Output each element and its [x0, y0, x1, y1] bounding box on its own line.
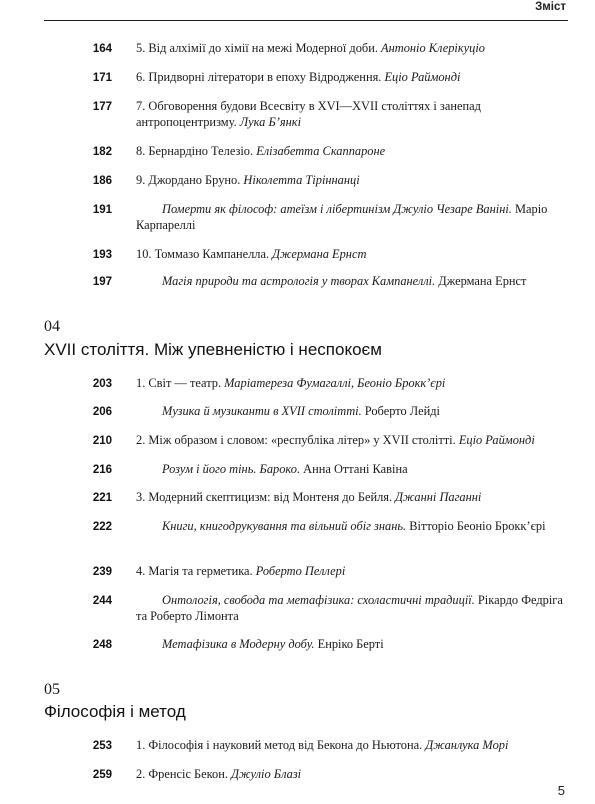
toc-entry-title: 10. Томмазо Кампанелла. [136, 247, 273, 261]
toc-entry-title: 4. Магія та герметика. [136, 564, 256, 578]
toc-entry-text [136, 563, 566, 579]
section-number: 04 [44, 318, 60, 335]
toc-entry-text [136, 273, 566, 289]
toc-page-number: 216 [92, 464, 112, 476]
toc-page-number: 239 [92, 566, 112, 578]
toc-entry-text [136, 636, 566, 652]
toc-page-number: 248 [92, 639, 112, 651]
toc-page-number: 177 [92, 101, 112, 113]
toc-page-number: 222 [92, 521, 112, 533]
section-title: Філософія і метод [44, 702, 186, 721]
toc-entry-text [136, 489, 566, 505]
toc-entry-title: 9. Джордано Бруно. [136, 173, 244, 187]
page-number: 5 [557, 783, 565, 798]
toc-entry-author: Джермана Ернст [438, 274, 527, 288]
toc-entry-text [136, 40, 566, 56]
toc-entry-text [136, 172, 566, 188]
running-header [44, 0, 568, 21]
toc-entry-author: Елізабетта Скаппароне [256, 144, 386, 158]
toc-entry-title: Померти як філософ: атеїзм і лібертинізм Джуліо Чезаре Ваніні. [162, 202, 515, 216]
toc-entry-author: Енріко Берті [317, 637, 384, 651]
toc-page-number: 206 [92, 406, 112, 418]
toc-entry-text [136, 375, 566, 391]
toc-entry-text [136, 518, 566, 534]
toc-page-number: 259 [92, 769, 112, 781]
toc-entry-text [136, 143, 566, 159]
toc-page-number: 164 [92, 43, 112, 55]
toc-entry-author: Вітторіо Беоніо Брокк’єрі [409, 519, 546, 533]
toc-entry-author: Джанні Паганні [395, 490, 482, 504]
toc-entry-text [136, 246, 566, 262]
toc-entry-title: 2. Френсіс Бекон. [136, 767, 232, 781]
toc-page-number: 244 [92, 595, 112, 607]
toc-entry-title: 2. Між образом і словом: «республіка літер» у XVII столітті. [136, 433, 459, 447]
toc-page-number: 186 [92, 175, 112, 187]
toc-entry-text [136, 461, 566, 477]
toc-entry-author: Рікардо Федріга та Роберто Лімонта [136, 593, 563, 623]
toc-page-number: 193 [92, 249, 112, 261]
toc-entry-title: Розум і його тінь. Бароко. [162, 462, 304, 476]
toc-entry-text [136, 766, 566, 782]
toc-entry-title: 1. Філософія і науковий метод від Бекона до Ньютона. [136, 738, 426, 752]
toc-entry-author: Джуліо Блазі [231, 767, 302, 781]
toc-entry-author: Роберто Пеллері [255, 564, 346, 578]
toc-entry-title: 3. Модерний скептицизм: від Монтеня до Бейля. [136, 490, 396, 504]
section-number: 05 [44, 681, 60, 698]
toc-entry-author: Ніколетта Тіріннанці [243, 173, 360, 187]
toc-entry-title: 5. Від алхімії до хімії на межі Модерної доби. [136, 41, 382, 55]
toc-entry-author: Маріо Карпареллі [136, 202, 548, 232]
toc-entry-author: Джанлука Морі [425, 738, 509, 752]
toc-entry-title: Онтологія, свобода та метафізика: схоластичні традиції. [162, 593, 478, 607]
toc-entry-author: Джермана Ернст [272, 247, 367, 261]
toc-entry-author: Еціо Раймонді [458, 433, 535, 447]
toc-page-number: 191 [92, 204, 112, 216]
toc-entry-author: Роберто Лейді [364, 404, 440, 418]
toc-entry-title: Музика й музиканти в XVII столітті. [162, 404, 365, 418]
toc-entry-text [136, 69, 566, 85]
toc-entry-title: 1. Світ — театр. [136, 376, 225, 390]
toc-entry-author: Анна Оттані Кавіна [303, 462, 408, 476]
section-title: XVII століття. Між упевненістю і неспокоєм [44, 340, 382, 359]
toc-entry-title: Книги, книгодрукування та вільний обіг знань. [162, 519, 410, 533]
toc-entry-author: Еціо Раймонді [384, 70, 461, 84]
header-title: Зміст [535, 1, 566, 13]
toc-entry-author: Лука Б’янкі [239, 115, 302, 129]
toc-entry-text [136, 403, 566, 419]
toc-entry-text [136, 737, 566, 753]
toc-entry-title: 7. Обговорення будови Всесвіту в XVI—XVII століттях і занепад антропоцентризму. [136, 99, 481, 129]
toc-entry-title: Магія природи та астрологія у творах Кампанеллі. [162, 274, 439, 288]
toc-page-number: 203 [92, 378, 112, 390]
toc-page-number: 182 [92, 146, 112, 158]
toc-page-number: 221 [92, 492, 112, 504]
toc-entry-author: Антоніо Клерікуціо [381, 41, 485, 55]
toc-entry-text [136, 98, 566, 130]
toc-entry-title: 6. Придворні літератори в епоху Відродження. [136, 70, 385, 84]
toc-entry-text [136, 432, 566, 448]
toc-page-number: 197 [92, 276, 112, 288]
toc-page-number: 210 [92, 435, 112, 447]
toc-entry-title: Метафізика в Модерну добу. [162, 637, 318, 651]
toc-page-number: 171 [92, 72, 112, 84]
toc-page-number: 253 [92, 740, 112, 752]
toc-entry-title: 8. Бернардіно Телезіо. [136, 144, 257, 158]
toc-entry-text [136, 201, 566, 233]
toc-entry-author: Маріатереза Фумагаллі, Беоніо Брокк’єрі [224, 376, 446, 390]
toc-entry-text [136, 592, 566, 624]
